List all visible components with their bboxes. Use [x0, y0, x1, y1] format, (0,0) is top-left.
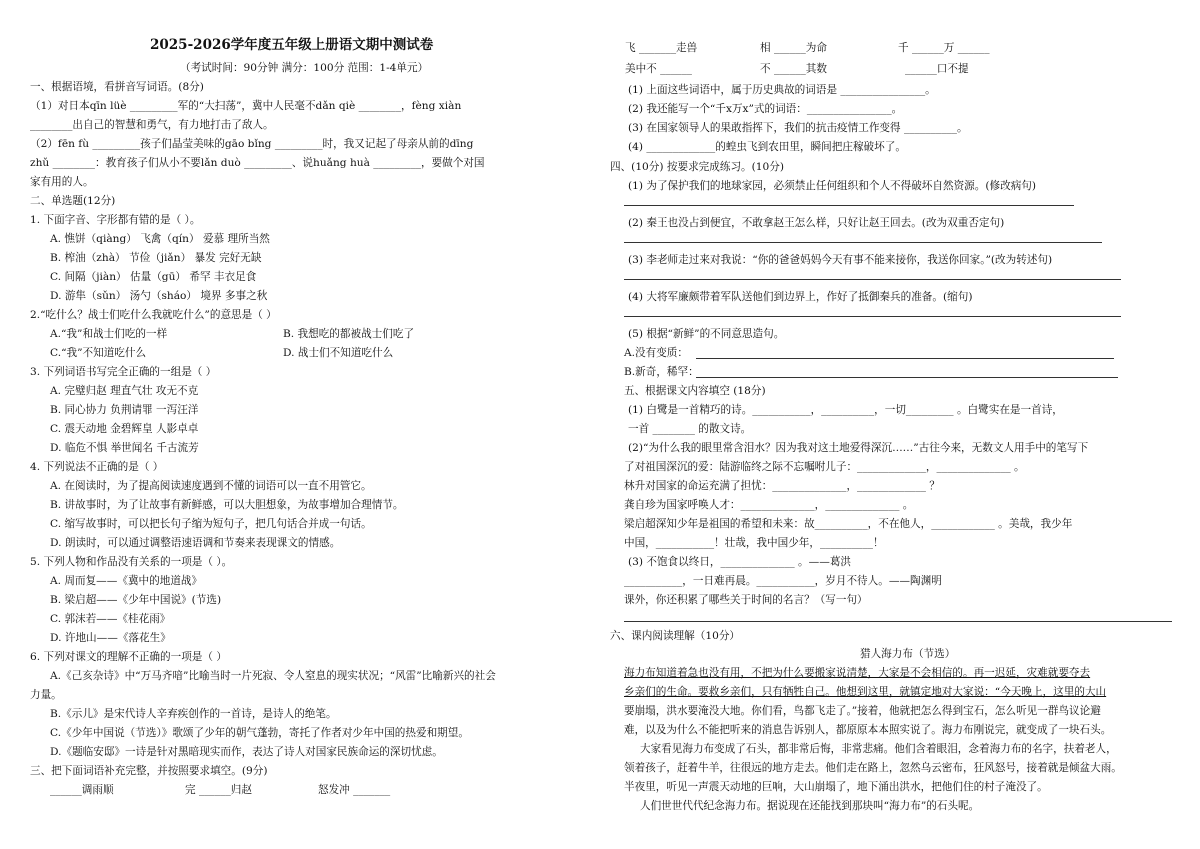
text-line: A.没有变质：: [624, 347, 688, 359]
text-line: C. 震天动地 金碧辉皇 人影卓卓: [50, 423, 199, 435]
text-line: (1) 白鹭是一首精巧的诗。___________，__________，一切_________ 。白鹭实在是一首诗，: [628, 404, 1063, 416]
text-line: A. 在阅读时，为了提高阅读速度遇到不懂的词语可以一直不用管它。: [50, 480, 372, 492]
text-line: 猎人海力布（节选）: [860, 648, 956, 660]
text-line: （考试时间：90分钟 满分：100分 范围：1-4单元）: [180, 62, 429, 74]
text-line: (5) 根据“新鲜”的不同意思造句。: [628, 328, 785, 340]
text-line: （2）fēn fù _________孩子们晶莹美味的gāo bǐng _________时，我又记起了母亲从前的dīng: [30, 138, 474, 150]
text-line: 课外，你还积累了哪些关于时间的名言？（写一句）: [624, 594, 868, 606]
text-line: C.《少年中国说（节选）》歌颂了少年的朝气蓬勃，寄托了作者对少年中国的热爱和期望。: [50, 727, 469, 739]
text-line: 要崩塌，洪水要淹没大地。你们看，鸟都飞走了。”接着，他就把怎么得到宝石，怎么听见一群鸟议论避: [624, 705, 1101, 717]
text-line: A. 完璧归赵 理直气壮 攻无不克: [50, 385, 199, 397]
text-line: zhǔ ________：教育孩子们从小不要lǎn duò _________、说huǎng huà _________，要做个对国: [30, 157, 485, 169]
text-line: 美中不 ______: [625, 63, 692, 75]
text-line: 六、课内阅读理解（10分）: [610, 630, 741, 642]
text-line: (1) 上面这些词语中，属于历史典故的词语是 ________________。: [628, 84, 936, 96]
text-line: 一首 ________ 的散文诗。: [628, 423, 752, 435]
text-line: ______口不提: [905, 63, 969, 75]
text-line: 中国，___________！壮哉，我中国少年，__________！: [624, 537, 884, 549]
text-line: 怒发冲 _______: [318, 784, 391, 796]
text-line: 2.“吃什么？战士们吃什么我就吃什么”的意思是（ ）: [30, 309, 277, 321]
text-line: 家有用的人。: [30, 176, 94, 188]
text-line: 了对祖国深沉的爱：陆游临终之际不忘嘱咐儿子：_____________，______________ 。: [624, 461, 1025, 473]
text-line: 龚自珍为国家呼唤人才：______________，______________ 。: [624, 499, 914, 511]
text-line: 一、根据语境，看拼音写词语。(8分): [30, 81, 204, 93]
text-line: 人们世世代代纪念海力布。据说现在还能找到那块叫“海力布”的石头呢。: [640, 800, 980, 812]
text-line: B. 榨油（zhà） 节俭（jiǎn） 暴发 完好无缺: [50, 252, 262, 264]
text-line: (4) 大将军廉颇带着军队送他们到边界上，作好了抵御秦兵的准备。(缩句): [628, 291, 973, 303]
answer-line: [624, 205, 1074, 206]
text-line: (2) 我还能写一个“千x万x”式的词语：________________。: [628, 103, 903, 115]
text-line: (3) 李老师走过来对我说：“你的爸爸妈妈今天有事不能来接你，我送你回家。”(改为转述句): [628, 254, 1053, 266]
text-line: 三、把下面词语补充完整，并按照要求填空。(9分): [30, 765, 268, 777]
text-line: D. 朗读时，可以通过调整语速语调和节奏来表现课文的情感。: [50, 537, 341, 549]
text-line: (2) 秦王也没占到便宜，不敢拿赵王怎么样，只好让赵王回去。(改为双重否定句): [628, 217, 1005, 229]
text-line: B.《示儿》是宋代诗人辛弃疾创作的一首诗，是诗人的绝笔。: [50, 708, 337, 720]
text-line: 千 ______万 ______: [898, 42, 990, 54]
text-line: (3) 不饱食以终日，______________ 。——葛洪: [628, 556, 852, 568]
text-line: D.《题临安邸》一诗是针对黑暗现实而作，表达了诗人对国家民族命运的深切忧虑。: [50, 746, 443, 758]
answer-line: [696, 377, 1118, 378]
text-line: A. 憔饼（qiàng） 飞禽（qín） 爱慕 理所当然: [50, 233, 270, 245]
text-line: B. 我想吃的都被战士们吃了: [283, 328, 415, 340]
text-line: 二、单选题(12分): [30, 195, 116, 207]
text-line: 6. 下列对课文的理解不正确的一项是（ ）: [30, 651, 227, 663]
text-line: A. 周而复——《冀中的地道战》: [50, 575, 203, 587]
exam-title: 2025-2026学年度五年级上册语文期中测试卷: [150, 37, 434, 53]
text-line: 领着孩子，赶着牛羊，往很远的地方走去。他们走在路上，忽然乌云密布，狂风怒号，接着就是倾盆大雨。: [624, 762, 1122, 774]
answer-line: [624, 621, 1172, 622]
text-line: 完 ______归赵: [185, 784, 252, 796]
text-line: 半夜里，听见一声震天动地的巨响，大山崩塌了，地下涌出洪水，把他们住的村子淹没了。: [624, 781, 1048, 793]
answer-line: [624, 279, 1121, 280]
text-line: ___________，一日难再晨。___________，岁月不待人。——陶渊明: [624, 575, 942, 587]
text-line: 四、(10分) 按要求完成练习。(10分): [610, 161, 784, 173]
text-line: 梁启超深知少年是祖国的希望和未来：故__________，不在他人，____________ 。美哉，我少年: [624, 518, 1073, 530]
text-line: 不 ______其数: [760, 63, 827, 75]
answer-line: [624, 242, 1102, 243]
text-line: B. 梁启超——《少年中国说》(节选): [50, 594, 222, 606]
text-line: D. 许地山——《落花生》: [50, 632, 171, 644]
answer-line: [624, 316, 1121, 317]
text-line: 五、根据课文内容填空 (18分): [624, 385, 766, 397]
text-line: D. 战士们不知道吃什么: [283, 347, 394, 359]
text-line: C. 郭沫若——《桂花雨》: [50, 613, 171, 625]
answer-line: [696, 358, 1114, 359]
text-line: 3. 下列词语书写完全正确的一组是（ ）: [30, 366, 217, 378]
text-line: 力量。: [30, 689, 62, 701]
text-line: 相 ______为命: [760, 42, 827, 54]
text-line: C. 缩写故事时，可以把长句子缩为短句子，把几句话合并成一句话。: [50, 518, 372, 530]
text-line: 乡亲们的生命。要救乡亲们，只有牺牲自己。他想到这里，就镇定地对大家说：“今天晚上，这里的大山: [624, 686, 1107, 698]
text-line: B. 讲故事时，为了让故事有新鲜感，可以大胆想象，为故事增加合理情节。: [50, 499, 404, 511]
text-line: D. 临危不惧 举世闻名 千古流芳: [50, 442, 199, 454]
text-line: ________出自己的智慧和勇气，有力地打击了敌人。: [30, 119, 274, 131]
text-line: 海力布知道着急也没有用，不把为什么要搬家说清楚，大家是不会相信的。再一迟延，灾难就要夺去: [624, 667, 1091, 679]
text-line: D. 游隼（sǔn） 汤勺（sháo） 境界 多事之秋: [50, 290, 268, 302]
text-line: 大家看见海力布变成了石头，都非常后悔，非常悲痛。他们含着眼泪，念着海力布的名字，扶着老人，: [640, 743, 1117, 755]
text-line: 林升对国家的命运充满了担忧：______________，_____________ ？: [624, 480, 940, 492]
text-line: 5. 下列人物和作品没有关系的一项是（ ）。: [30, 556, 233, 568]
text-line: A.《己亥杂诗》中“万马齐喑”比喻当时一片死寂、令人窒息的现实状况；“风雷”比喻新兴的社会: [50, 670, 496, 682]
text-line: B.新奇，稀罕：: [624, 366, 699, 378]
text-line: 飞 _______走兽: [625, 42, 698, 54]
text-line: （1）对日本qīn lüè _________军的“大扫荡”，冀中人民毫不dǎn qiè ________，fèng xiàn: [30, 100, 462, 112]
text-line: 1. 下面字音、字形都有错的是（ ）。: [30, 214, 201, 226]
text-line: (4) _____________的蝗虫飞到农田里，瞬间把庄稼破坏了。: [628, 141, 906, 153]
text-line: C. 间隔（jiàn） 估量（gū） 希罕 丰衣足食: [50, 271, 257, 283]
text-line: (3) 在国家领导人的果敢指挥下，我们的抗击疫情工作变得 __________。: [628, 122, 968, 134]
text-line: 难，以及为什么不能把听来的消息告诉别人，都原原本本照实说了。海力布刚说完，就变成了一块石头。: [624, 724, 1112, 736]
text-line: (2)“为什么我的眼里常含泪水？因为我对这土地爱得深沉……”古往今来，无数文人用手中的笔写下: [628, 442, 1089, 454]
text-line: ______调雨顺: [50, 784, 114, 796]
text-line: (1) 为了保护我们的地球家园，必须禁止任何组织和个人不得破坏自然资源。(修改病句): [628, 180, 1037, 192]
text-line: A.“我”和战士们吃的一样: [50, 328, 168, 340]
text-line: C.“我”不知道吃什么: [50, 347, 147, 359]
text-line: 4. 下列说法不正确的是（ ）: [30, 461, 164, 473]
text-line: B. 同心协力 负荆请罪 一泻汪洋: [50, 404, 199, 416]
